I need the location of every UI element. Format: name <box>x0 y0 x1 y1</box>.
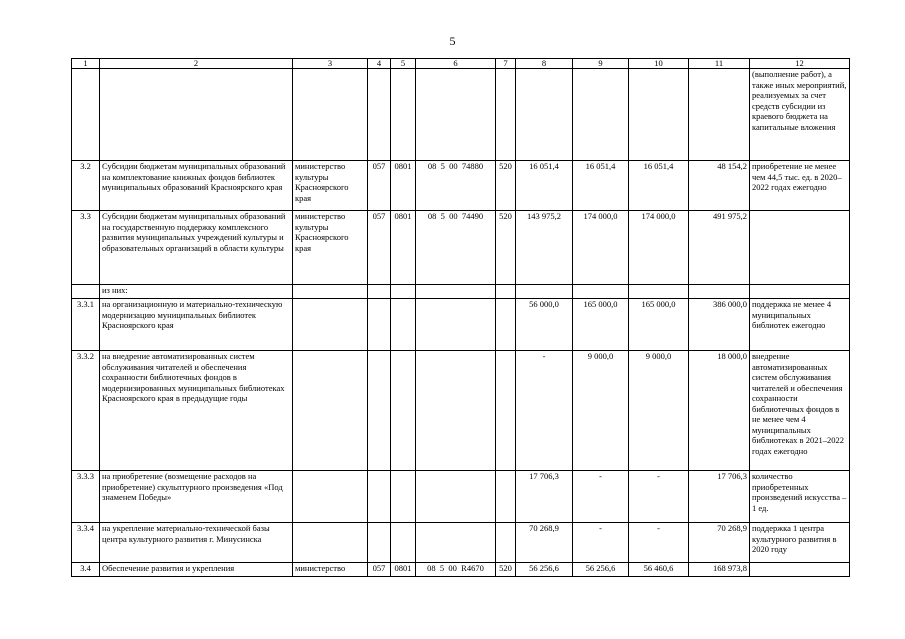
item-name-cell: на внедрение автоматизированных систем обслуживания читателей и обеспечения сохранности библиотечных фондов в модернизированных муниципальных библиотеках Красноярского края в предыдущие годы <box>100 351 293 471</box>
amount-2020-cell: - <box>516 351 573 471</box>
amount-2022-cell: 165 000,0 <box>629 299 689 351</box>
section-code-cell: 0801 <box>391 563 416 577</box>
item-name-cell: на организационную и материально-техническую модернизацию муниципальных библиотек Красноярского края <box>100 299 293 351</box>
section-code-cell <box>391 69 416 161</box>
header-cell: 12 <box>750 59 850 69</box>
amount-2021-cell: - <box>573 523 629 563</box>
amount-2022-cell: 9 000,0 <box>629 351 689 471</box>
target-article-code-cell <box>416 351 496 471</box>
table-row <box>72 351 850 471</box>
table-row <box>72 211 850 285</box>
expected-result-cell: (выполнение работ), а также иных мероприятий, реализуемых за счет средств субсидии из краевого бюджета на капитальные вложения <box>750 69 850 161</box>
grbs-code-cell <box>368 523 391 563</box>
header-cell: 10 <box>629 59 689 69</box>
item-name-cell: на приобретение (возмещение расходов на приобретение) скульптурного произведения «Под знаменем Победы» <box>100 471 293 523</box>
responsible-org-cell <box>293 69 368 161</box>
amount-total-cell: 491 975,2 <box>689 211 750 285</box>
table-row <box>72 161 850 211</box>
table-row <box>72 69 850 161</box>
responsible-org-cell <box>293 471 368 523</box>
amount-2022-cell: 16 051,4 <box>629 161 689 211</box>
amount-2022-cell <box>629 69 689 161</box>
header-cell: 7 <box>496 59 516 69</box>
amount-2021-cell <box>573 69 629 161</box>
row-number-cell: 3.3.4 <box>72 523 100 563</box>
section-code-cell <box>391 523 416 563</box>
amount-total-cell: 48 154,2 <box>689 161 750 211</box>
amount-total-cell <box>689 69 750 161</box>
header-cell: 6 <box>416 59 496 69</box>
amount-2022-cell: - <box>629 471 689 523</box>
grbs-code-cell <box>368 285 391 299</box>
amount-2020-cell <box>516 285 573 299</box>
responsible-org-cell: министерство <box>293 563 368 577</box>
page-number: 5 <box>449 34 456 48</box>
amount-total-cell: 70 268,9 <box>689 523 750 563</box>
amount-2021-cell <box>573 285 629 299</box>
expected-result-cell <box>750 563 850 577</box>
header-cell: 8 <box>516 59 573 69</box>
item-name-cell <box>100 69 293 161</box>
header-cell: 11 <box>689 59 750 69</box>
budget-table <box>71 58 850 577</box>
amount-2020-cell: 16 051,4 <box>516 161 573 211</box>
expected-result-cell: поддержка не менее 4 муниципальных библиотек ежегодно <box>750 299 850 351</box>
grbs-code-cell: 057 <box>368 211 391 285</box>
row-number-cell <box>72 69 100 161</box>
target-article-code-cell: 08 5 00 74880 <box>416 161 496 211</box>
table-row <box>72 285 850 299</box>
amount-total-cell: 168 973,8 <box>689 563 750 577</box>
expense-type-code-cell <box>496 523 516 563</box>
amount-2021-cell: - <box>573 471 629 523</box>
expected-result-cell: приобретение не менее чем 44,5 тыс. ед. в 2020–2022 годах ежегодно <box>750 161 850 211</box>
header-cell: 9 <box>573 59 629 69</box>
expense-type-code-cell: 520 <box>496 563 516 577</box>
grbs-code-cell <box>368 299 391 351</box>
amount-2020-cell: 17 706,3 <box>516 471 573 523</box>
amount-2021-cell: 165 000,0 <box>573 299 629 351</box>
header-cell: 1 <box>72 59 100 69</box>
section-code-cell: 0801 <box>391 211 416 285</box>
table-row <box>72 523 850 563</box>
row-number-cell: 3.3.2 <box>72 351 100 471</box>
target-article-code-cell <box>416 523 496 563</box>
amount-2020-cell: 56 256,6 <box>516 563 573 577</box>
item-name-cell: на укрепление материально-технической базы центра культурного развития г. Минусинска <box>100 523 293 563</box>
table-row <box>72 471 850 523</box>
row-number-cell: 3.3 <box>72 211 100 285</box>
amount-2020-cell: 143 975,2 <box>516 211 573 285</box>
amount-2022-cell <box>629 285 689 299</box>
responsible-org-cell <box>293 523 368 563</box>
amount-2022-cell: 56 460,6 <box>629 563 689 577</box>
section-code-cell <box>391 299 416 351</box>
expense-type-code-cell <box>496 285 516 299</box>
target-article-code-cell <box>416 299 496 351</box>
target-article-code-cell <box>416 471 496 523</box>
target-article-code-cell: 08 5 00 R4670 <box>416 563 496 577</box>
expected-result-cell <box>750 285 850 299</box>
amount-2022-cell: 174 000,0 <box>629 211 689 285</box>
responsible-org-cell <box>293 299 368 351</box>
amount-2021-cell: 9 000,0 <box>573 351 629 471</box>
target-article-code-cell <box>416 69 496 161</box>
item-name-cell: из них: <box>100 285 293 299</box>
section-code-cell <box>391 285 416 299</box>
header-cell: 4 <box>368 59 391 69</box>
section-code-cell <box>391 351 416 471</box>
section-code-cell: 0801 <box>391 161 416 211</box>
table-header-row <box>72 59 850 69</box>
item-name-cell: Субсидии бюджетам муниципальных образований на государственную поддержку комплексного развития муниципальных учреждений культуры и образовательных организаций в области культуры <box>100 211 293 285</box>
amount-2021-cell: 16 051,4 <box>573 161 629 211</box>
table-row <box>72 563 850 577</box>
expense-type-code-cell <box>496 471 516 523</box>
expected-result-cell: внедрение автоматизированных систем обслуживания читателей и обеспечения сохранности библиотечных фондов в не менее чем 4 муниципальных библиотеках в 2021–2022 годах ежегодно <box>750 351 850 471</box>
expense-type-code-cell: 520 <box>496 211 516 285</box>
grbs-code-cell: 057 <box>368 161 391 211</box>
responsible-org-cell <box>293 351 368 471</box>
expected-result-cell <box>750 211 850 285</box>
section-code-cell <box>391 471 416 523</box>
responsible-org-cell: министерство культуры Красноярского края <box>293 161 368 211</box>
amount-2020-cell <box>516 69 573 161</box>
expected-result-cell: поддержка 1 центра культурного развития в 2020 году <box>750 523 850 563</box>
target-article-code-cell <box>416 285 496 299</box>
row-number-cell <box>72 285 100 299</box>
amount-total-cell: 17 706,3 <box>689 471 750 523</box>
item-name-cell: Обеспечение развития и укрепления <box>100 563 293 577</box>
grbs-code-cell <box>368 69 391 161</box>
item-name-cell: Субсидии бюджетам муниципальных образований на комплектование книжных фондов библиотек муниципальных образований Красноярского края <box>100 161 293 211</box>
grbs-code-cell <box>368 471 391 523</box>
amount-2020-cell: 56 000,0 <box>516 299 573 351</box>
amount-2022-cell: - <box>629 523 689 563</box>
grbs-code-cell <box>368 351 391 471</box>
row-number-cell: 3.4 <box>72 563 100 577</box>
expense-type-code-cell <box>496 69 516 161</box>
expected-result-cell: количество приобретенных произведений искусства – 1 ед. <box>750 471 850 523</box>
row-number-cell: 3.3.3 <box>72 471 100 523</box>
target-article-code-cell: 08 5 00 74490 <box>416 211 496 285</box>
amount-total-cell <box>689 285 750 299</box>
responsible-org-cell: министерство культуры Красноярского края <box>293 211 368 285</box>
header-cell: 2 <box>100 59 293 69</box>
table-row <box>72 299 850 351</box>
header-cell: 3 <box>293 59 368 69</box>
responsible-org-cell <box>293 285 368 299</box>
row-number-cell: 3.3.1 <box>72 299 100 351</box>
expense-type-code-cell <box>496 299 516 351</box>
expense-type-code-cell <box>496 351 516 471</box>
row-number-cell: 3.2 <box>72 161 100 211</box>
header-cell: 5 <box>391 59 416 69</box>
grbs-code-cell: 057 <box>368 563 391 577</box>
amount-total-cell: 18 000,0 <box>689 351 750 471</box>
amount-total-cell: 386 000,0 <box>689 299 750 351</box>
amount-2020-cell: 70 268,9 <box>516 523 573 563</box>
amount-2021-cell: 174 000,0 <box>573 211 629 285</box>
amount-2021-cell: 56 256,6 <box>573 563 629 577</box>
expense-type-code-cell: 520 <box>496 161 516 211</box>
